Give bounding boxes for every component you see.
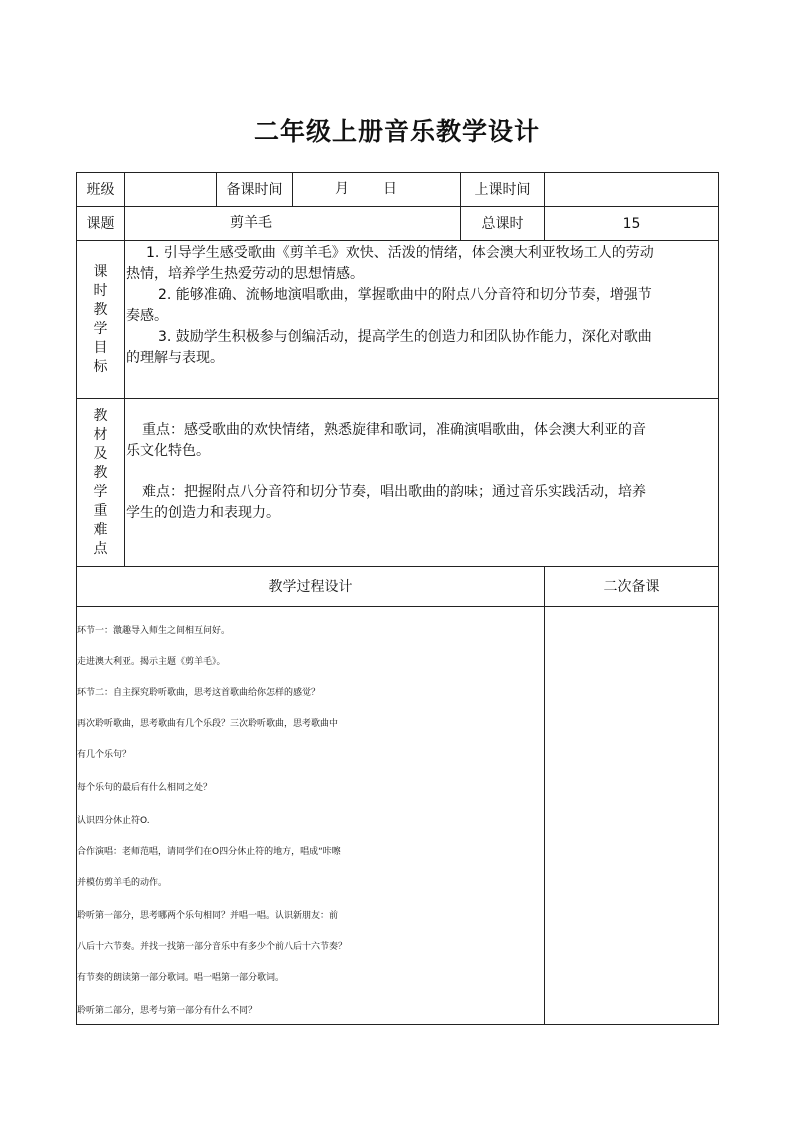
table-border-right — [718, 172, 719, 1025]
label-char: 学 — [93, 320, 108, 337]
process-line: 有节奏的朗读第一部分歌词。唱一唱第一部分歌词。 — [77, 973, 285, 983]
key-point-line: 学生的创造力和表现力。 — [126, 505, 280, 521]
month-label: 月 — [335, 181, 349, 197]
topic-label: 课题 — [86, 215, 115, 232]
label-char: 学 — [93, 483, 108, 500]
label-char: 及 — [93, 445, 108, 462]
process-header: 教学过程设计 — [268, 578, 353, 595]
label-char: 教 — [93, 407, 108, 424]
table-border-bottom — [76, 1024, 719, 1025]
key-point-line: 难点：把握附点八分音符和切分节奏，唱出歌曲的韵味；通过音乐实践活动，培养 — [142, 484, 646, 500]
row-divider — [76, 240, 719, 241]
key-point-line: 乐文化特色。 — [126, 443, 210, 459]
prep-time-label: 备课时间 — [226, 181, 283, 198]
objective-line: 3. 鼓励学生积极参与创编活动，提高学生的创造力和团队协作能力，深化对歌曲 — [158, 329, 652, 345]
process-line: 八后十六节奏。并找一找第一部分音乐中有多少个前八后十六节奏？ — [77, 942, 348, 952]
process-line: 每个乐句的最后有什么相同之处？ — [77, 783, 213, 793]
process-line: 并模仿剪羊毛的动作。 — [77, 878, 168, 888]
label-char: 目 — [93, 339, 108, 356]
class-label: 班级 — [86, 181, 115, 198]
objective-line: 2. 能够准确、流畅地演唱歌曲，掌握歌曲中的附点八分音符和切分节奏，增强节 — [158, 287, 652, 303]
objective-line: 奏感。 — [126, 308, 168, 324]
second-prep-notes[interactable] — [545, 607, 718, 1024]
label-char: 时 — [93, 282, 108, 299]
process-line: 再次聆听歌曲，思考歌曲有几个乐段？三次聆听歌曲，思考歌曲中 — [77, 719, 339, 729]
total-hours-value: 15 — [622, 215, 641, 232]
process-line: 聆听第一部分，思考哪两个乐句相同？并唱一唱。认识新朋友：前 — [77, 911, 339, 921]
process-line: 聆听第二部分，思考与第一部分有什么不同？ — [77, 1006, 258, 1016]
label-char: 课 — [93, 263, 108, 280]
day-label: 日 — [383, 181, 397, 197]
second-prep-header: 二次备课 — [603, 578, 660, 595]
process-line: 环节二：自主探究聆听歌曲，思考这首歌曲给你怎样的感觉？ — [77, 688, 321, 698]
class-time-label: 上课时间 — [474, 181, 531, 198]
label-char: 材 — [93, 426, 108, 443]
col-divider — [124, 172, 125, 566]
label-char: 标 — [93, 358, 108, 375]
objective-line: 的理解与表现。 — [126, 350, 224, 366]
process-line: 走进澳大利亚。揭示主题《剪羊毛》。 — [77, 657, 226, 667]
key-points-label — [77, 399, 124, 566]
process-line: 合作演唱：老师范唱，请同学们在O四分休止符的地方，唱成“咔嚓 — [77, 847, 341, 857]
label-char: 难 — [93, 521, 108, 538]
objective-line: 1. 引导学生感受歌曲《剪羊毛》欢快、活泼的情绪，体会澳大利亚牧场工人的劳动 — [146, 245, 654, 261]
total-hours-label: 总课时 — [481, 215, 524, 232]
topic-value: 剪羊毛 — [230, 215, 272, 231]
label-char: 重 — [93, 502, 108, 519]
label-char: 点 — [93, 540, 108, 557]
process-line: 环节一：激趣导入师生之间相互问好。 — [77, 626, 231, 636]
process-line: 有几个乐句？ — [77, 750, 132, 760]
row-divider — [76, 398, 719, 399]
key-point-line: 重点：感受歌曲的欢快情绪，熟悉旋律和歌词，准确演唱歌曲，体会澳大利亚的音 — [142, 422, 646, 438]
objective-line: 热情，培养学生热爱劳动的思想情感。 — [126, 266, 364, 282]
label-char: 教 — [93, 301, 108, 318]
prep-time-value[interactable] — [293, 173, 460, 206]
page-title: 二年级上册音乐教学设计 — [253, 117, 540, 146]
label-char: 教 — [93, 464, 108, 481]
process-line: 认识四分休止符O. — [77, 816, 150, 826]
objectives-label — [77, 241, 124, 398]
